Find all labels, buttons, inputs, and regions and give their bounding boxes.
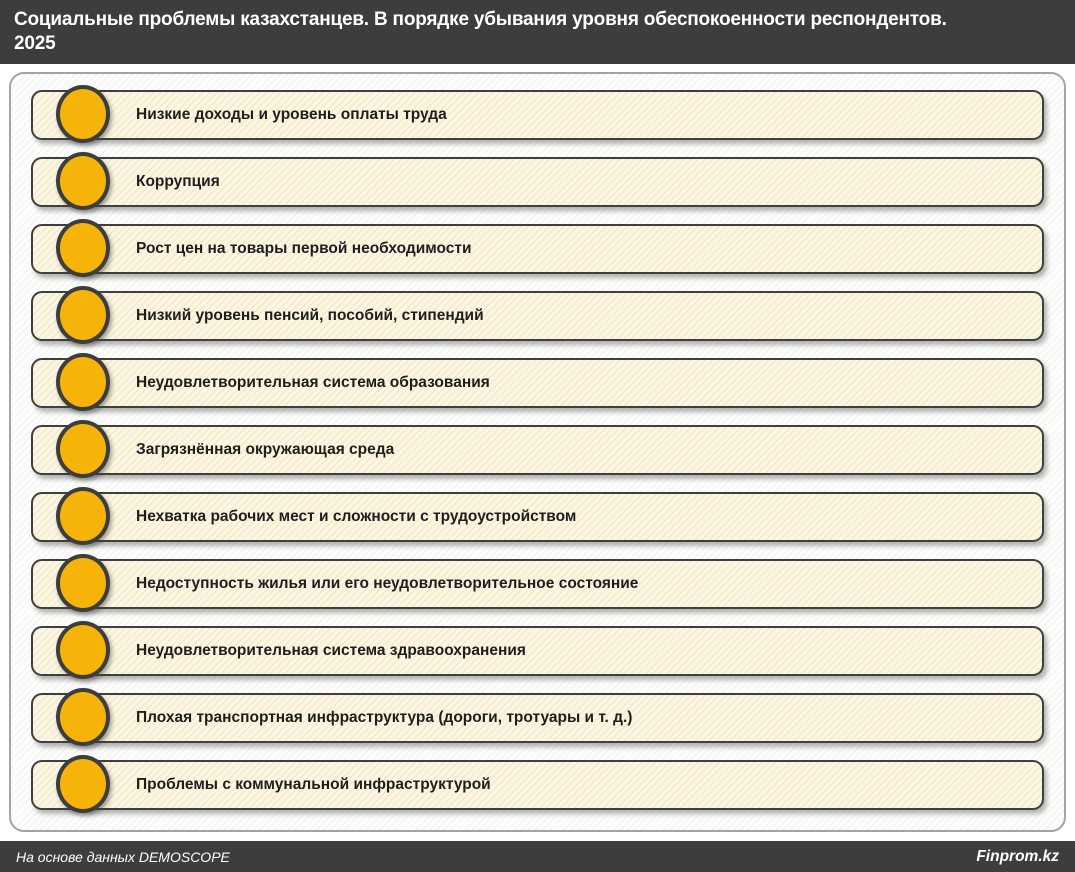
bullet-circle-icon bbox=[56, 152, 110, 210]
problem-label: Рост цен на товары первой необходимости bbox=[136, 240, 472, 257]
problem-label: Загрязнённая окружающая среда bbox=[136, 441, 395, 458]
bullet-circle-icon bbox=[56, 621, 110, 679]
problem-label: Неудовлетворительная система здравоохранения bbox=[136, 642, 526, 659]
list-item bbox=[31, 559, 1044, 609]
problem-label: Низкие доходы и уровень оплаты труда bbox=[136, 106, 447, 123]
bullet-circle-icon bbox=[56, 85, 110, 143]
bullet-circle-icon bbox=[56, 755, 110, 813]
list-item bbox=[31, 425, 1044, 475]
list-item bbox=[31, 626, 1044, 676]
list-item bbox=[31, 693, 1044, 743]
bullet-circle-icon bbox=[56, 286, 110, 344]
problem-label: Нехватка рабочих мест и сложности с трудоустройством bbox=[136, 508, 577, 525]
bullet-circle-icon bbox=[56, 219, 110, 277]
bullet-circle-icon bbox=[56, 353, 110, 411]
list-item bbox=[31, 224, 1044, 274]
problem-label: Низкий уровень пенсий, пособий, стипендий bbox=[136, 307, 484, 324]
list-item bbox=[31, 760, 1044, 810]
problem-label: Недоступность жилья или его неудовлетворительное состояние bbox=[136, 575, 639, 592]
problem-label: Плохая транспортная инфраструктура (дороги, тротуары и т. д.) bbox=[136, 709, 633, 726]
content-panel bbox=[9, 72, 1066, 832]
problem-label: Коррупция bbox=[136, 173, 220, 190]
bullet-circle-icon bbox=[56, 554, 110, 612]
page-title: Социальные проблемы казахстанцев. В порядке убывания уровня обеспокоенности респондентов. bbox=[14, 9, 947, 30]
list-item bbox=[31, 492, 1044, 542]
page-title-year: 2025 bbox=[14, 33, 56, 54]
problem-label: Проблемы с коммунальной инфраструктурой bbox=[136, 776, 491, 793]
footer-bar bbox=[0, 841, 1075, 872]
list-item bbox=[31, 157, 1044, 207]
bullet-circle-icon bbox=[56, 688, 110, 746]
bullet-circle-icon bbox=[56, 487, 110, 545]
title-bar bbox=[0, 0, 1075, 64]
list-item bbox=[31, 90, 1044, 140]
list-item bbox=[31, 291, 1044, 341]
problem-label: Неудовлетворительная система образования bbox=[136, 374, 490, 391]
bullet-circle-icon bbox=[56, 420, 110, 478]
data-source-note: На основе данных DEMOSCOPE bbox=[16, 848, 230, 865]
list-item bbox=[31, 358, 1044, 408]
brand-logo-text: Finprom.kz bbox=[976, 847, 1059, 865]
